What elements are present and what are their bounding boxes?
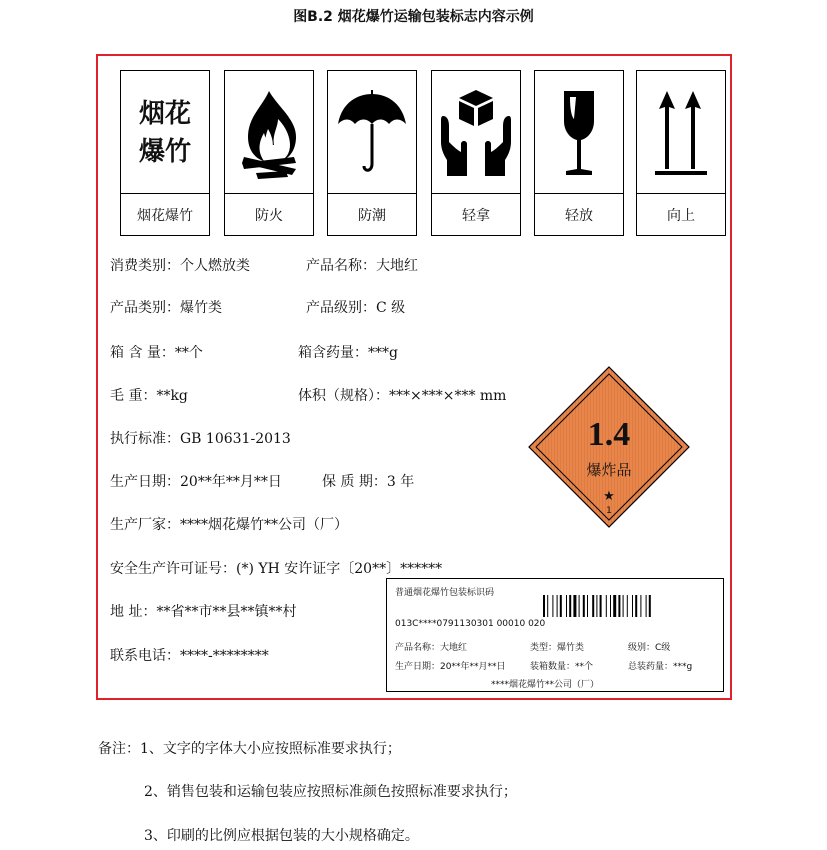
hazard-star: ★ xyxy=(603,489,615,504)
id-label-box xyxy=(386,578,724,692)
id-label-code: 013C****0791130301 00010 020 xyxy=(395,619,546,629)
note-3: 3、印刷的比例应根据包装的大小规格确定。 xyxy=(144,828,419,844)
production-date: 生产日期：20**年**月**日 xyxy=(110,474,282,490)
manufacturer: 生产厂家：****烟花爆竹**公司（厂） xyxy=(110,517,348,533)
flame-icon xyxy=(234,83,304,183)
symbol-fragile xyxy=(534,70,624,236)
symbol-fireworks xyxy=(120,70,210,236)
symbol-label: 向上 xyxy=(637,193,725,235)
hands-package-icon xyxy=(439,86,513,180)
product-grade: 产品级别：C 级 xyxy=(306,300,406,316)
up-arrows-icon xyxy=(651,85,711,181)
figure-title: 图B.2 烟花爆竹运输包装标志内容示例 xyxy=(293,9,534,25)
wineglass-icon xyxy=(554,85,604,181)
gross-weight: 毛 重：**kg xyxy=(110,388,188,404)
fireworks-big-line1: 烟花 xyxy=(138,99,191,129)
box-count: 箱 含 量：**个 xyxy=(110,345,203,361)
id-label-type: 类型：爆竹类 xyxy=(530,643,585,653)
hazard-text: 爆炸品 xyxy=(586,461,632,479)
id-label-header: 普通烟花爆竹包装标识码 xyxy=(395,588,495,598)
note-2: 2、销售包装和运输包装应按照标准颜色按照标准要求执行； xyxy=(144,784,517,800)
symbol-upright xyxy=(636,70,726,236)
hazard-number: 1.4 xyxy=(587,416,631,453)
volume: 体积（规格）：***×***×*** mm xyxy=(298,388,507,404)
address: 地 址：**省**市**县**镇**村 xyxy=(110,604,297,620)
symbol-label: 轻放 xyxy=(535,193,623,235)
id-label-name: 产品名称：大地红 xyxy=(395,643,468,653)
symbol-handle xyxy=(431,70,521,236)
barcode xyxy=(543,595,715,617)
box-charge: 箱含药量：***g xyxy=(298,345,398,361)
id-label-charge: 总装药量：***g xyxy=(628,662,693,672)
id-label-date: 生产日期：20**年**月**日 xyxy=(395,662,506,672)
symbol-fire xyxy=(224,70,314,236)
umbrella-icon xyxy=(334,88,410,178)
product-class: 产品类别：爆竹类 xyxy=(110,300,222,316)
hazard-diamond xyxy=(527,365,691,529)
note-1: 备注：1、文字的字体大小应按照标准要求执行； xyxy=(98,741,401,757)
fireworks-text-area xyxy=(121,71,209,195)
id-label-count: 装箱数量：**个 xyxy=(530,662,594,672)
standard: 执行标准：GB 10631-2013 xyxy=(110,431,291,447)
phone: 联系电话：****-******** xyxy=(110,648,269,664)
id-label-maker: ****烟花爆竹**公司（厂） xyxy=(491,680,600,690)
symbol-moisture xyxy=(327,70,417,236)
hazard-division: 1 xyxy=(606,506,612,516)
symbol-label: 防潮 xyxy=(328,193,416,235)
consumer-class: 消费类别：个人燃放类 xyxy=(110,258,250,274)
license: 安全生产许可证号：(*) YH 安许证字〔20**〕****** xyxy=(110,561,443,577)
shelf-life: 保 质 期：3 年 xyxy=(322,474,415,490)
fireworks-big-line2: 爆竹 xyxy=(138,137,191,167)
symbol-label: 烟花爆竹 xyxy=(121,193,209,235)
symbol-label: 轻拿 xyxy=(432,193,520,235)
product-name: 产品名称：大地红 xyxy=(306,258,418,274)
symbol-label: 防火 xyxy=(225,193,313,235)
id-label-grade: 级别：C级 xyxy=(628,643,671,653)
